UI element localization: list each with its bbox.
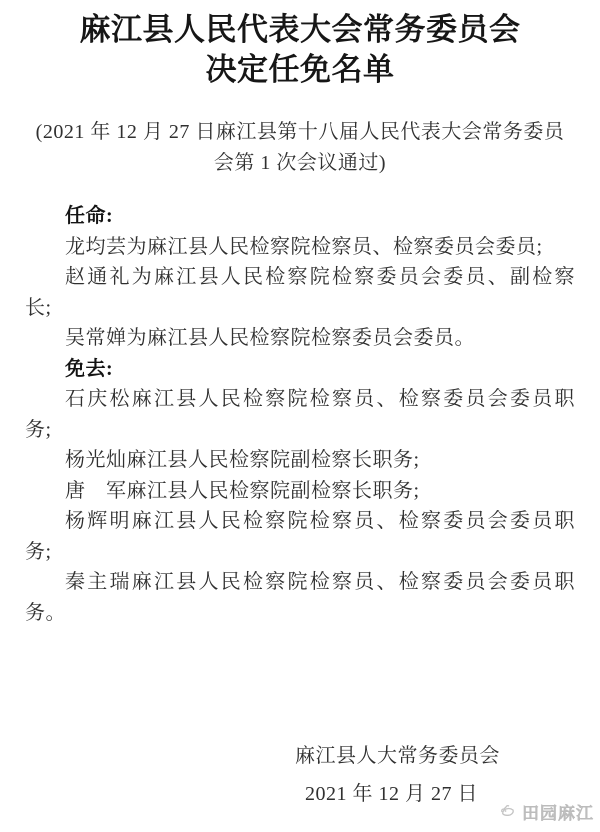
removal-line: 杨辉明麻江县人民检察院检察员、检察委员会委员职 [65, 510, 575, 532]
tianyuan-majiang-watermark [499, 799, 594, 824]
bird-logo-icon [499, 803, 518, 820]
document-title [0, 10, 600, 90]
removal-line: 石庆松麻江县人民检察院检察员、检察委员会委员职 [65, 388, 575, 410]
adoption-note-line1: (2021 年 12 月 27 日麻江县第十八届人民代表大会常务委员 [35, 121, 565, 143]
appointment-heading: 任命: [65, 205, 114, 227]
removal-line-continuation: 务; [25, 540, 52, 563]
removal-heading: 免去: [65, 357, 114, 380]
signature-date: 2021 年 12 月 27 日 [305, 783, 478, 805]
document-title-line1: 麻江县人民代表大会常务委员会 [79, 12, 521, 47]
appointment-line: 赵通礼为麻江县人民检察院检察委员会委员、副检察 [65, 266, 575, 288]
removal-line-continuation: 务; [25, 418, 52, 441]
removal-line: 秦主瑞麻江县人民检察院检察员、检察委员会委员职 [65, 571, 575, 593]
appointment-line-continuation: 长; [25, 296, 52, 319]
signature-organization: 麻江县人大常务委员会 [295, 745, 500, 767]
removal-line-continuation: 务。 [25, 601, 66, 624]
watermark-label: 田园麻江 [522, 804, 594, 823]
adoption-note-line2: 会第 1 次会议通过) [213, 152, 387, 174]
appointment-line: 龙均芸为麻江县人民检察院检察员、检察委员会委员; [65, 235, 543, 258]
document-title-line2: 决定任免名单 [205, 52, 395, 87]
adoption-note [0, 117, 600, 179]
appointment-line: 吴常婵为麻江县人民检察院检察委员会委员。 [65, 327, 475, 349]
removal-line: 杨光灿麻江县人民检察院副检察长职务; [65, 449, 420, 471]
removal-line: 唐 军麻江县人民检察院副检察长职务; [65, 479, 420, 502]
document-body [25, 201, 575, 628]
